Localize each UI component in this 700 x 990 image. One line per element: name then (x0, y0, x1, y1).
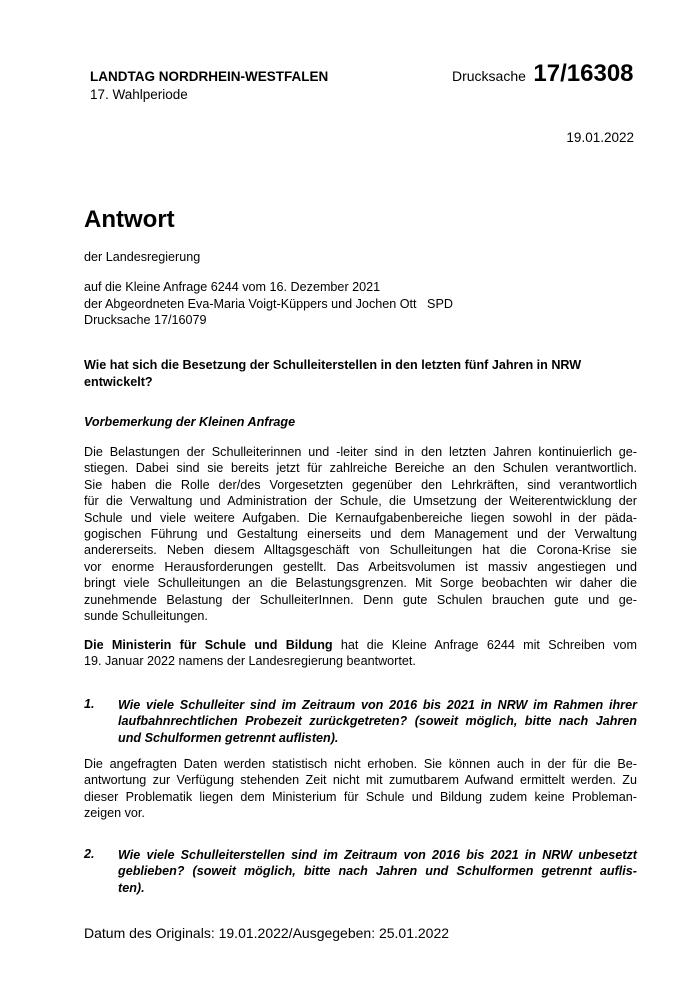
preface-line: stiegen. Dabei sind sie bereits jetzt für zahlreiche Bereiche an den Schulen verantwortlich. (84, 461, 637, 476)
preface-line: Schule und viele weitere Aufgaben. Die Kernaufgabenbereiche liegen sowohl in der päda- (84, 510, 637, 525)
answer-line: antwortung zur Verfügung stehenden Zeit nicht mit zumutbarem Aufwand ermittelt werden. Zu (84, 773, 637, 788)
footer-dates: Datum des Originals: 19.01.2022/Ausgegeben: 25.01.2022 (84, 925, 450, 941)
question-title-line-2: entwickelt? (84, 374, 153, 389)
preface-line: gogischen Führung und Gestaltung einerseits und dem Management und der Verwaltung (84, 527, 637, 542)
preface-line: Sie haben die Rolle der/des Vorgesetzten gegenüber den Lehrkräften, sind verantwortlich (84, 477, 637, 492)
answer-line: dieser Problematik liegen dem Ministerium für Schule und Bildung zudem keine Probleman- (84, 789, 637, 804)
request-line-2: der Abgeordneten Eva-Maria Voigt-Küppers und Jochen Ott SPD (84, 296, 453, 311)
question-line: geblieben? (soweit möglich, bitte nach Jahren und Schulformen getrennt auflis- (118, 864, 637, 879)
preface-paragraph (84, 444, 637, 624)
preface-line: andererseits. Neben diesem Alltagsgeschäft von Schulleitungen hat die Corona-Krise sie (84, 543, 637, 558)
question-title (84, 357, 636, 390)
issuer: der Landesregierung (84, 250, 201, 264)
question-text (118, 847, 637, 896)
minister-paragraph (84, 637, 637, 670)
question-number: 2. (84, 847, 95, 861)
election-period: 17. Wahlperiode (90, 87, 188, 102)
preface-line: vor enorme Herausforderungen gestellt. Das Arbeitsvolumen ist massiv angestiegen und (84, 559, 637, 574)
question-title-line-1: Wie hat sich die Besetzung der Schulleiterstellen in den letzten fünf Jahren in NRW (84, 358, 582, 372)
question-line: Wie viele Schulleiter sind im Zeitraum von 2016 bis 2021 in NRW im Rahmen ihrer (118, 698, 637, 712)
minister-text-1: hat die Kleine Anfrage 6244 mit Schreiben vom (332, 638, 638, 652)
request-line-3: Drucksache 17/16079 (84, 313, 207, 327)
doc-label: Drucksache (452, 68, 526, 84)
preface-line: Die Belastungen der Schulleiterinnen und -leiter sind in den letzten Jahren kontinuierlich ge- (84, 445, 637, 459)
preface-line: für die Verwaltung und Administration der Schule, die Umsetzung der Weiterentwicklung der (84, 494, 637, 509)
answer-line: zeigen vor. (84, 806, 145, 821)
preface-heading: Vorbemerkung der Kleinen Anfrage (84, 415, 296, 429)
answer-line: Die angefragten Daten werden statistisch nicht erhoben. Sie können auch in der für die Be- (84, 757, 637, 771)
document-date: 19.01.2022 (566, 130, 634, 145)
preface-line: zunehmende Belastung der SchulleiterInnen. Denn gute Schulen brauchen gute und ge- (84, 592, 637, 607)
doc-number-block (452, 60, 634, 88)
preface-line: bringt viele Schulleitungen an die Belastungsgrenzen. Mit Sorge beobachten wir daher die (84, 576, 637, 591)
parliament-name: LANDTAG NORDRHEIN-WESTFALEN (90, 69, 329, 84)
question-line: laufbahnrechtlichen Probezeit zurückgetreten? (soweit möglich, bitte nach Jahren (118, 714, 637, 729)
question-line: Wie viele Schulleiterstellen sind im Zeitraum von 2016 bis 2021 in NRW unbesetzt (118, 848, 637, 862)
request-line-1: auf die Kleine Anfrage 6244 vom 16. Dezember 2021 (84, 280, 381, 294)
preface-line: sunde Schulleitungen. (84, 609, 208, 624)
page-title: Antwort (84, 206, 175, 233)
minister-line-1 (84, 637, 637, 653)
request-reference (84, 279, 453, 329)
minister-line-2: 19. Januar 2022 namens der Landesregierung beantwortet. (84, 654, 416, 669)
answer-paragraph (84, 756, 637, 822)
minister-name: Die Ministerin für Schule und Bildung (84, 638, 333, 652)
question-line: und Schulformen getrennt auflisten). (118, 730, 339, 745)
doc-number: 17/16308 (533, 60, 634, 87)
question-text (118, 697, 637, 746)
question-line: ten). (118, 880, 145, 895)
question-number: 1. (84, 697, 95, 711)
